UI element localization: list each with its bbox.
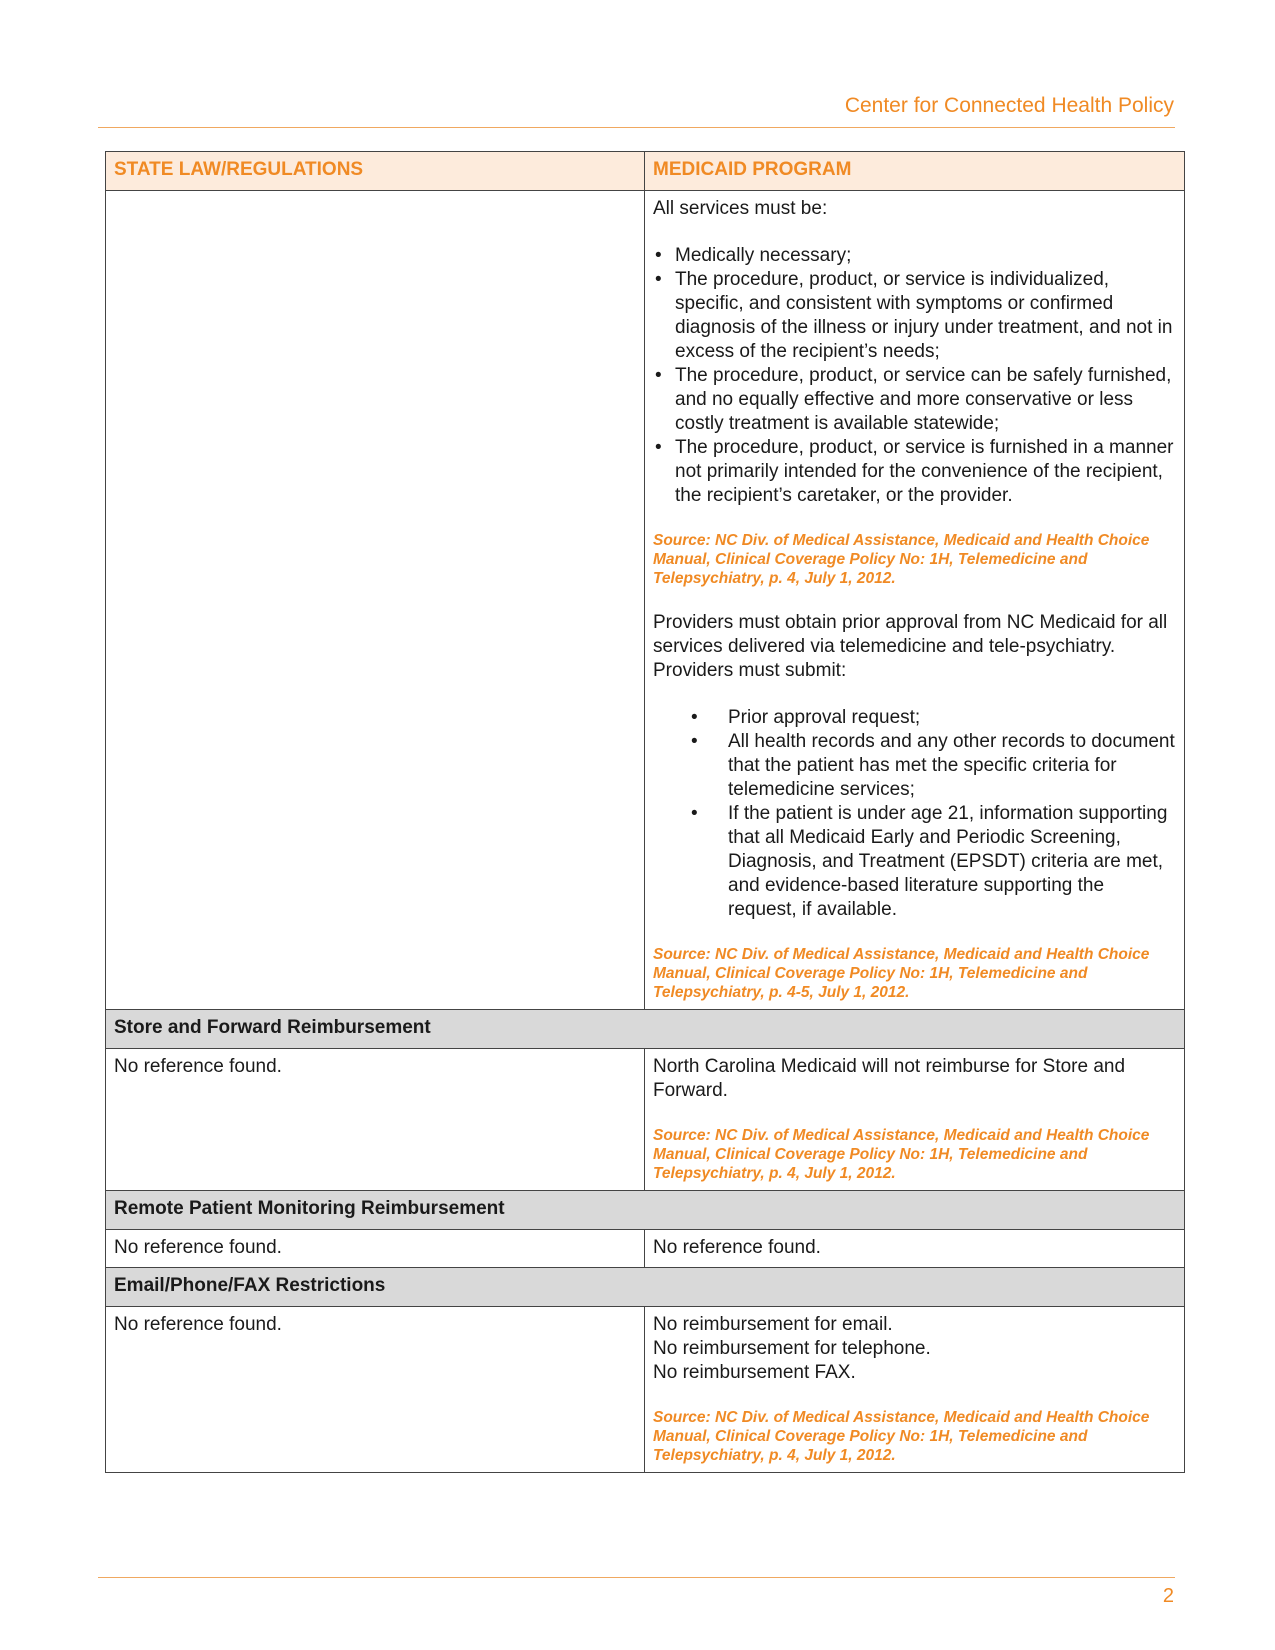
services-intro: All services must be: <box>653 198 828 219</box>
medicaid-cell <box>645 191 1185 1010</box>
store-forward-text: North Carolina Medicaid will not reimburse for Store and Forward. <box>653 1056 1126 1101</box>
section-header-store-forward <box>106 1010 1185 1049</box>
source-citation: Source: NC Div. of Medical Assistance, Medicaid and Health Choice Manual, Clinical Coverage Policy No: 1H, Telemedicine and Telepsychiatry, p. 4, July 1, 2012. <box>653 1409 1150 1464</box>
list-item: • Prior approval request; <box>728 706 1177 730</box>
source-citation: Source: NC Div. of Medical Assistance, Medicaid and Health Choice Manual, Clinical Coverage Policy No: 1H, Telemedicine and Telepsychiatry, p. 4, July 1, 2012. <box>653 1127 1150 1182</box>
restriction-line: No reimbursement for email. <box>653 1314 893 1335</box>
state-law-cell <box>106 191 645 1010</box>
source-citation: Source: NC Div. of Medical Assistance, Medicaid and Health Choice Manual, Clinical Coverage Policy No: 1H, Telemedicine and Telepsychiatry, p. 4, July 1, 2012. <box>653 532 1150 587</box>
list-item: • Medically necessary; <box>675 244 1177 268</box>
policy-table <box>105 151 1185 1473</box>
page-number: 2 <box>1162 1585 1174 1607</box>
header-divider <box>98 127 1175 128</box>
list-item: • The procedure, product, or service is furnished in a manner not primarily intended for the convenience of the recipient, the recipient’s caretaker, or the provider. <box>675 436 1177 508</box>
table-header-row <box>106 152 1185 191</box>
table-row <box>106 191 1185 1010</box>
table-row <box>106 1230 1185 1268</box>
col-header-medicaid: MEDICAID PROGRAM <box>645 152 1185 191</box>
state-law-cell: No reference found. <box>106 1307 645 1473</box>
medicaid-cell <box>645 1049 1185 1191</box>
footer-divider <box>98 1577 1175 1578</box>
list-item: • The procedure, product, or service can be safely furnished, and no equally effective and more conservative or less costly treatment is available statewide; <box>675 364 1177 436</box>
list-item: • All health records and any other records to document that the patient has met the specific criteria for telemedicine services; <box>728 730 1177 802</box>
prior-approval-text: Providers must obtain prior approval from NC Medicaid for all services delivered via telemedicine and tele-psychiatry. Providers must submit: <box>653 612 1168 681</box>
section-header-email-phone-fax <box>106 1268 1185 1307</box>
medicaid-cell: No reference found. <box>645 1230 1185 1268</box>
submission-list <box>653 706 1177 922</box>
restriction-line: No reimbursement FAX. <box>653 1362 856 1383</box>
requirements-list <box>653 244 1177 508</box>
col-header-state-law: STATE LAW/REGULATIONS <box>106 152 645 191</box>
source-citation: Source: NC Div. of Medical Assistance, Medicaid and Health Choice Manual, Clinical Coverage Policy No: 1H, Telemedicine and Telepsychiatry, p. 4-5, July 1, 2012. <box>653 946 1150 1001</box>
table-row <box>106 1307 1185 1473</box>
section-header-remote-monitoring <box>106 1191 1185 1230</box>
header-title: Center for Connected Health Policy <box>844 94 1174 117</box>
section-title: Store and Forward Reimbursement <box>106 1010 1185 1049</box>
list-item: • If the patient is under age 21, information supporting that all Medicaid Early and Periodic Screening, Diagnosis, and Treatment (EPSDT) criteria are met, and evidence-based literature supporting the request, if available. <box>728 802 1177 922</box>
section-title: Email/Phone/FAX Restrictions <box>106 1268 1185 1307</box>
medicaid-cell <box>645 1307 1185 1473</box>
state-law-cell: No reference found. <box>106 1049 645 1191</box>
list-item: • The procedure, product, or service is individualized, specific, and consistent with symptoms or confirmed diagnosis of the illness or injury under treatment, and not in excess of the recipient’s needs; <box>675 268 1177 364</box>
state-law-cell: No reference found. <box>106 1230 645 1268</box>
section-title: Remote Patient Monitoring Reimbursement <box>106 1191 1185 1230</box>
restriction-line: No reimbursement for telephone. <box>653 1338 931 1359</box>
table-row <box>106 1049 1185 1191</box>
